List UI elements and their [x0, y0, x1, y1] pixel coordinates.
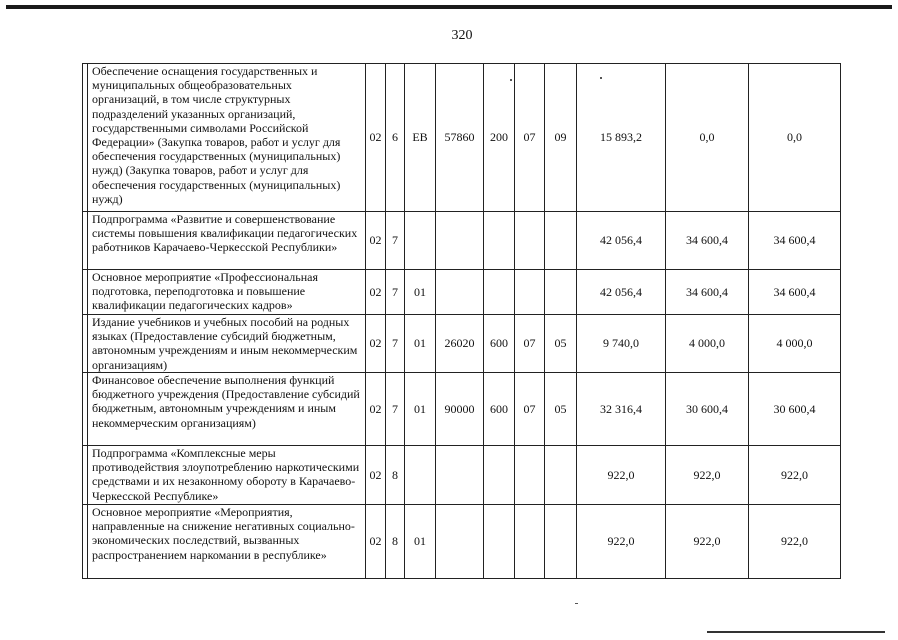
- code-cell: ЕВ: [405, 64, 436, 212]
- amount-cell: 15 893,2: [577, 64, 666, 212]
- table-row: [83, 446, 841, 505]
- code-cell: 6: [386, 64, 405, 212]
- code-cell: 02: [366, 270, 386, 315]
- amount-cell: 34 600,4: [666, 270, 749, 315]
- code-cell: 7: [386, 373, 405, 446]
- code-cell: 57860: [436, 64, 484, 212]
- code-cell: 8: [386, 505, 405, 579]
- code-cell: 7: [386, 270, 405, 315]
- code-cell: 01: [405, 505, 436, 579]
- description-cell: Обеспечение оснащения государственных и муниципальных общеобразовательных организаций, в том числе структурных подразделений указанных организаций, государственными символами Российской Федерации» (Закупка товаров, работ и услуг для обеспечения государственных (муниципальных) нужд) (Закупка товаров, работ и услуг для обеспечения государственных (муниципальных) нужд): [88, 64, 366, 212]
- description-cell: Подпрограмма «Развитие и совершенствование системы повышения квалификации педагогических работников Карачаево-Черкесской Республики»: [88, 212, 366, 270]
- amount-cell: 32 316,4: [577, 373, 666, 446]
- code-cell: [484, 505, 515, 579]
- code-cell: 600: [484, 373, 515, 446]
- table-row: [83, 505, 841, 579]
- amount-cell: 30 600,4: [666, 373, 749, 446]
- code-cell: 07: [515, 315, 545, 373]
- code-cell: [515, 505, 545, 579]
- scan-speck: [510, 79, 512, 81]
- code-cell: [405, 212, 436, 270]
- code-cell: [436, 212, 484, 270]
- code-cell: [515, 270, 545, 315]
- table-row: [83, 270, 841, 315]
- code-cell: 05: [545, 373, 577, 446]
- code-cell: [545, 270, 577, 315]
- code-cell: [436, 446, 484, 505]
- code-cell: [515, 446, 545, 505]
- scan-speck: [600, 77, 602, 79]
- description-cell: Подпрограмма «Комплексные меры противодействия злоупотреблению наркотическими средствами и их незаконному обороту в Карачаево-Черкесской Республике»: [88, 446, 366, 505]
- scan-speck: [575, 603, 578, 604]
- amount-cell: 922,0: [666, 446, 749, 505]
- bottom-scan-mark: [707, 631, 885, 633]
- code-cell: [515, 212, 545, 270]
- amount-cell: 4 000,0: [749, 315, 841, 373]
- code-cell: 200: [484, 64, 515, 212]
- code-cell: 02: [366, 373, 386, 446]
- code-cell: 02: [366, 446, 386, 505]
- amount-cell: 9 740,0: [577, 315, 666, 373]
- budget-table: [82, 63, 841, 579]
- code-cell: [436, 270, 484, 315]
- code-cell: 02: [366, 212, 386, 270]
- table-row: [83, 212, 841, 270]
- code-cell: 07: [515, 373, 545, 446]
- code-cell: [484, 446, 515, 505]
- code-cell: [545, 446, 577, 505]
- amount-cell: 42 056,4: [577, 212, 666, 270]
- table-row: [83, 64, 841, 212]
- amount-cell: 922,0: [577, 505, 666, 579]
- code-cell: 02: [366, 505, 386, 579]
- code-cell: 01: [405, 373, 436, 446]
- code-cell: 09: [545, 64, 577, 212]
- table-row: [83, 373, 841, 446]
- code-cell: 7: [386, 212, 405, 270]
- amount-cell: 922,0: [749, 505, 841, 579]
- amount-cell: 34 600,4: [749, 270, 841, 315]
- amount-cell: 34 600,4: [666, 212, 749, 270]
- code-cell: 07: [515, 64, 545, 212]
- amount-cell: 922,0: [666, 505, 749, 579]
- code-cell: 26020: [436, 315, 484, 373]
- code-cell: 7: [386, 315, 405, 373]
- amount-cell: 922,0: [577, 446, 666, 505]
- code-cell: 600: [484, 315, 515, 373]
- code-cell: [545, 505, 577, 579]
- code-cell: 02: [366, 315, 386, 373]
- code-cell: 01: [405, 270, 436, 315]
- amount-cell: 4 000,0: [666, 315, 749, 373]
- code-cell: [484, 212, 515, 270]
- code-cell: [545, 212, 577, 270]
- description-cell: Финансовое обеспечение выполнения функций бюджетного учреждения (Предоставление субсидий бюджетным, автономным учреждениям и иным некоммерческим организациям): [88, 373, 366, 446]
- amount-cell: 42 056,4: [577, 270, 666, 315]
- description-cell: Основное мероприятие «Профессиональная подготовка, переподготовка и повышение квалификации педагогических кадров»: [88, 270, 366, 315]
- description-cell: Основное мероприятие «Мероприятия, направленные на снижение негативных социально-экономических последствий, вызванных распространением наркомании в республике»: [88, 505, 366, 579]
- top-border-rule: [6, 5, 892, 9]
- amount-cell: 0,0: [749, 64, 841, 212]
- code-cell: 01: [405, 315, 436, 373]
- amount-cell: 0,0: [666, 64, 749, 212]
- amount-cell: 30 600,4: [749, 373, 841, 446]
- code-cell: 05: [545, 315, 577, 373]
- code-cell: [484, 270, 515, 315]
- code-cell: [405, 446, 436, 505]
- description-cell: Издание учебников и учебных пособий на родных языках (Предоставление субсидий бюджетным, автономным учреждениям и иным некоммерческим организациям): [88, 315, 366, 373]
- code-cell: 02: [366, 64, 386, 212]
- table-row: [83, 315, 841, 373]
- amount-cell: 34 600,4: [749, 212, 841, 270]
- code-cell: 90000: [436, 373, 484, 446]
- code-cell: [436, 505, 484, 579]
- code-cell: 8: [386, 446, 405, 505]
- amount-cell: 922,0: [749, 446, 841, 505]
- page-number: 320: [451, 28, 473, 43]
